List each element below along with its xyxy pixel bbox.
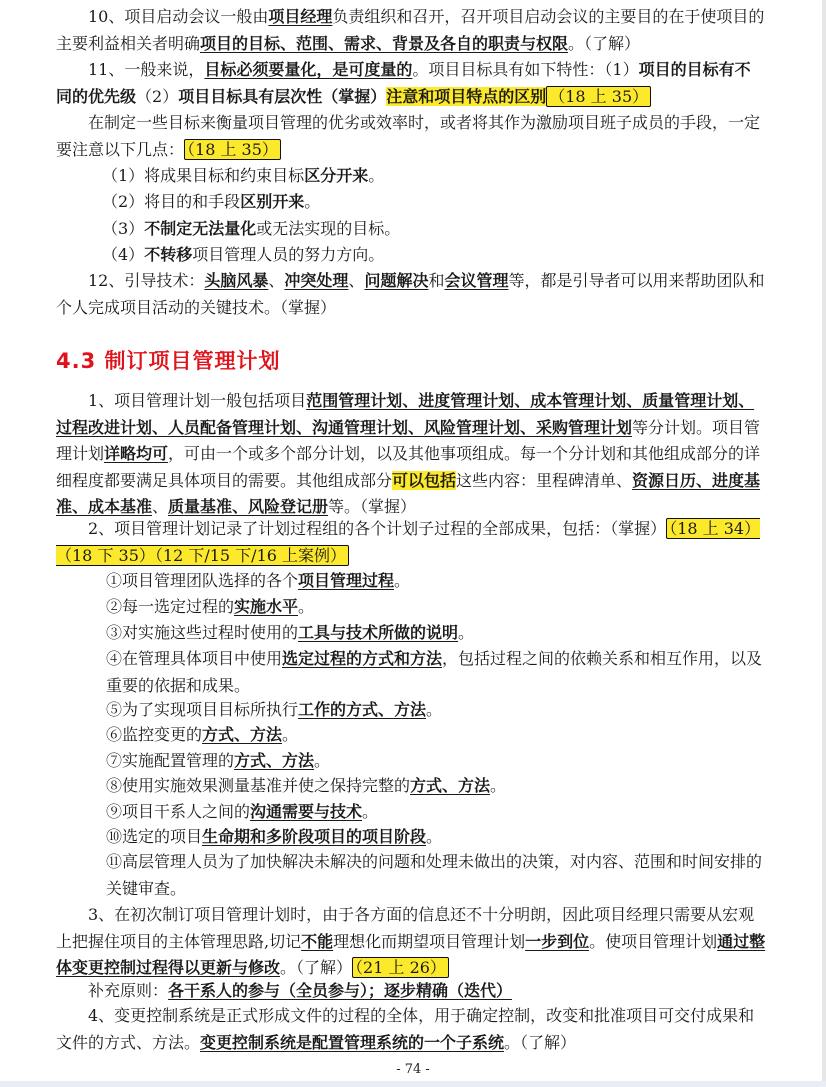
paragraph-supplement: 补充原则：各干系人的参与（全员参与）；逐步精确（迭代） bbox=[88, 981, 513, 1000]
list-item: ③对实施这些过程时使用的工具与技术所做的说明。 bbox=[106, 623, 475, 642]
list-item: ⑩选定的项目生命期和多阶段项目的项目阶段。 bbox=[106, 827, 443, 846]
paragraph-s2: 2、项目管理计划记录了计划过程组的各个计划子过程的全部成果，包括：（掌握） （18 上 34）（18 下 35）（12 下/15 下/16 上案例） bbox=[56, 519, 761, 565]
bottom-bar bbox=[0, 1081, 826, 1087]
list-item: ⑥监控变更的方式、方法。 bbox=[106, 725, 299, 744]
exam-tag: （18 上 34）（18 下 35）（12 下/15 下/16 上案例） bbox=[56, 519, 761, 565]
paragraph-10: 10、项目启动会议一般由项目经理负责组织和召开，召开项目启动会议的主要目的在于使项目的主要利益相关者明确项目的目标、范围、需求、背景及各自的职责与权限。（了解） bbox=[56, 7, 765, 53]
exam-tag: （18 上 35） bbox=[184, 139, 281, 160]
list-item: （2）将目的和手段区别开来。 bbox=[102, 192, 321, 211]
exam-tag: （18 上 35） bbox=[546, 86, 651, 107]
scrollbar[interactable] bbox=[822, 0, 826, 1087]
paragraph-s3: 3、在初次制订项目管理计划时，由于各方面的信息还不十分明朗，因此项目经理只需要从宏观上把握住项目的主体管理思路,切记不能理想化而期望项目管理计划一步到位。使项目管理计划通过整体变更控制过程得以更新与修改。（了解） （21 上 26） bbox=[56, 905, 766, 977]
list-item: ④在管理具体项目中使用选定过程的方式和方法，包括过程之间的依赖关系和相互作用，以及重要的依据和成果。 bbox=[106, 649, 763, 695]
paragraph-s4: 4、变更控制系统是正式形成文件的过程的全体，用于确定控制，改变和批准项目可交付成果和文件的方式、方法。变更控制系统是配置管理系统的一个子系统。（了解） bbox=[56, 1006, 755, 1052]
list-item: ⑪高层管理人员为了加快解决未解决的问题和处理未做出的决策，对内容、范围和时间安排的关键审查。 bbox=[106, 852, 763, 898]
list-item: ②每一选定过程的实施水平。 bbox=[106, 597, 315, 616]
list-item: ⑦实施配置管理的方式、方法。 bbox=[106, 751, 331, 770]
paragraph-11: 11、一般来说，目标必须要量化，是可度量的。项目目标具有如下特性：（1）项目的目标有不同的优先级（2）项目目标具有层次性（掌握）注意和项目特点的区别 （18 上 35） bbox=[56, 60, 751, 106]
paragraph-s1: 1、项目管理计划一般包括项目范围管理计划、进度管理计划、成本管理计划、质量管理计划、过程改进计划、人员配备管理计划、沟通管理计划、风险管理计划、采购管理计划等分计划。项目管理计划详略均可，可由一个或多个部分计划，以及其他事项组成。每一个分计划和其他组成部分的详细程度都要满足具体项目的需要。其他组成部分可以包括这些内容：里程碑清单、资源日历、进度基准、成本基准、质量基准、风险登记册等。（掌握） bbox=[56, 391, 761, 516]
section-heading: 4.3 制订项目管理计划 bbox=[56, 349, 281, 373]
list-item: （1）将成果目标和约束目标区分开来。 bbox=[102, 166, 385, 185]
list-item: ⑤为了实现项目目标所执行工作的方式、方法。 bbox=[106, 700, 443, 719]
list-item: （3）不制定无法量化或无法实现的目标。 bbox=[102, 219, 401, 238]
list-item: （4）不转移项目管理人员的努力方向。 bbox=[102, 245, 385, 264]
paragraph-11-goals: 在制定一些目标来衡量项目管理的优劣或效率时，或者将其作为激励项目班子成员的手段，一定要注意以下几点： （18 上 35） bbox=[56, 113, 761, 159]
list-item: ⑧使用实施效果测量基准并使之保持完整的方式、方法。 bbox=[106, 776, 507, 795]
exam-tag: （21 上 26） bbox=[352, 957, 449, 978]
list-item: ⑨项目干系人之间的沟通需要与技术。 bbox=[106, 802, 379, 821]
paragraph-12: 12、引导技术：头脑风暴、冲突处理、问题解决和会议管理等，都是引导者可以用来帮助团队和个人完成项目活动的关键技术。（掌握） bbox=[56, 271, 765, 317]
page-number: - 74 - bbox=[396, 1062, 430, 1077]
list-item: ①项目管理团队选择的各个项目管理过程。 bbox=[106, 571, 411, 590]
